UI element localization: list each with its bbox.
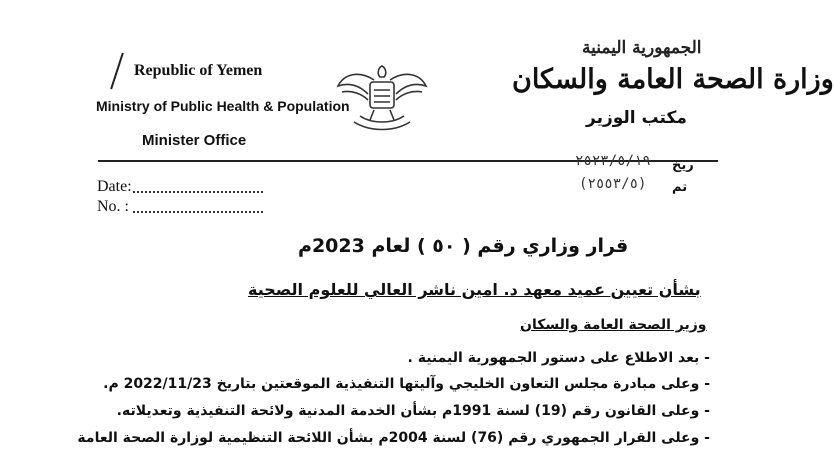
handwritten-date: ٢٥٢٣/٥/١٩: [575, 153, 651, 169]
eagle-emblem-icon: [334, 60, 430, 140]
date-label: Date:: [97, 178, 132, 195]
preamble-line: - وعلى القانون رقم (19) لسنة 1991م بشأن الخدمة المدنية ولائحة التنفيذية وتعديلاته.: [116, 403, 710, 419]
header-office-en: Minister Office: [142, 132, 247, 149]
preamble-line: - وعلى مبادرة مجلس التعاون الخليجي وآليتها التنفيذية الموقعتين بتاريخ 2022/11/23 م.: [103, 376, 710, 392]
header-country-ar: الجمهورية اليمنية: [582, 38, 702, 58]
date-dotted-line: [133, 190, 263, 193]
slash-mark: [110, 53, 124, 90]
number-label-ar: تم: [672, 180, 688, 195]
preamble-line: - وعلى القرار الجمهوري رقم (76) لسنة 2004م بشأن اللائحة التنظيمية لوزارة الصحة العامة: [77, 430, 710, 446]
decree-subject: بشأن تعيين عميد معهد د. امين ناشر العالي للعلوم الصحية: [248, 280, 701, 299]
number-dotted-line: [133, 210, 263, 213]
header-ministry-en: Ministry of Public Health & Population: [96, 98, 350, 114]
issuer-heading: وزير الصحة العامة والسكان: [520, 317, 707, 333]
decree-title: قرار وزاري رقم ( ٥٠ ) لعام 2023م: [298, 235, 629, 257]
number-label: No. :: [97, 198, 129, 215]
date-label-ar: ريخ: [672, 158, 694, 173]
header-country-en: Republic of Yemen: [134, 62, 263, 79]
preamble-line: - بعد الاطلاع على دستور الجمهورية اليمنية .: [407, 350, 710, 366]
handwritten-number: (٢٥٥٣/٥): [579, 176, 647, 192]
header-ministry-ar: وزارة الصحة العامة والسكان: [512, 64, 834, 95]
header-office-ar: مكتب الوزير: [586, 108, 687, 128]
